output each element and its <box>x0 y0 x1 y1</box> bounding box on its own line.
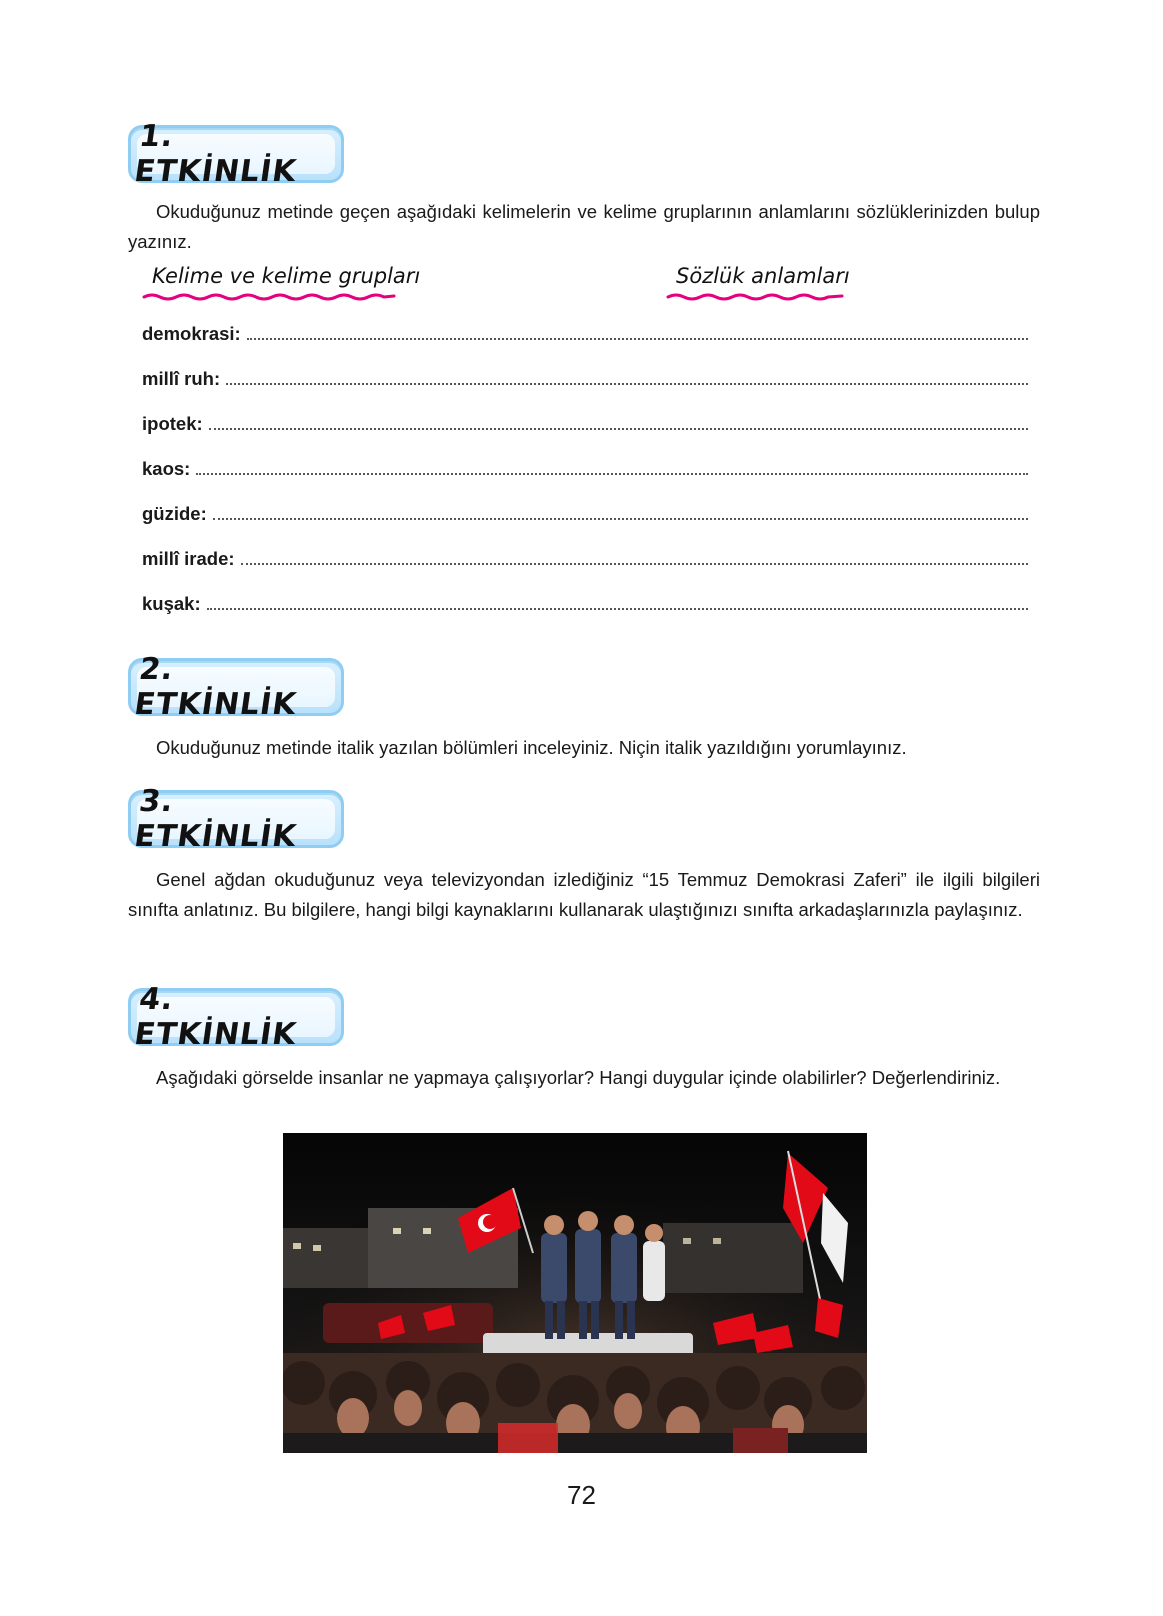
column-header-meanings-underline <box>666 292 844 302</box>
term-row-kaos <box>142 457 1028 481</box>
activity-3-title: 3. ETKİNLİK <box>132 784 299 854</box>
answer-line[interactable] <box>209 412 1028 430</box>
answer-line[interactable] <box>226 367 1028 385</box>
activity-3-badge <box>128 784 344 854</box>
column-header-meanings: Sözlük anlamları <box>676 264 850 288</box>
page-number: 72 <box>567 1480 596 1510</box>
term-row-milli-ruh <box>142 367 1028 391</box>
column-header-words: Kelime ve kelime grupları <box>152 264 421 288</box>
activity-4-badge <box>128 982 344 1052</box>
term-label: ipotek: <box>142 413 203 434</box>
activity-2-text: Okuduğunuz metinde italik yazılan bölümleri inceleyiniz. Niçin italik yazıldığını yorumlayınız. <box>156 737 907 758</box>
activity-1-badge <box>128 119 344 189</box>
term-label: millî irade: <box>142 548 235 569</box>
term-row-demokrasi <box>142 322 1028 346</box>
term-label: kuşak: <box>142 593 201 614</box>
activity-4-title: 4. ETKİNLİK <box>132 982 299 1052</box>
term-row-guzide <box>142 502 1028 526</box>
term-row-ipotek <box>142 412 1028 436</box>
term-row-kusak <box>142 592 1028 616</box>
answer-line[interactable] <box>241 547 1028 565</box>
term-label: güzide: <box>142 503 207 524</box>
activity-4-text: Aşağıdaki görselde insanlar ne yapmaya çalışıyorlar? Hangi duygular içinde olabilirler? Değerlendiriniz. <box>156 1067 1001 1088</box>
answer-line[interactable] <box>247 322 1028 340</box>
crowd-with-flags-photo <box>283 1133 867 1453</box>
term-label: kaos: <box>142 458 191 479</box>
activity-2-title: 2. ETKİNLİK <box>132 652 299 722</box>
answer-line[interactable] <box>196 457 1028 475</box>
activity-2-badge <box>128 652 344 722</box>
answer-line[interactable] <box>207 592 1028 610</box>
column-header-words-underline <box>142 292 396 302</box>
activity-1-text: Okuduğunuz metinde geçen aşağıdaki kelimelerin ve kelime gruplarının anlamlarını sözlüklerinizden bulup yazınız. <box>128 201 1040 252</box>
term-row-milli-irade <box>142 547 1028 571</box>
activity-1-title: 1. ETKİNLİK <box>132 119 299 189</box>
answer-line[interactable] <box>213 502 1028 520</box>
activity-3-text: Genel ağdan okuduğunuz veya televizyondan izlediğiniz “15 Temmuz Demokrasi Zaferi” ile ilgili bilgileri sınıfta anlatınız. Bu bilgilere, hangi bilgi kaynaklarını kullanarak ulaştığınızı sınıfta arkadaşlarınızla paylaşınız. <box>128 869 1040 920</box>
term-label: millî ruh: <box>142 368 221 389</box>
term-label: demokrasi: <box>142 323 241 344</box>
